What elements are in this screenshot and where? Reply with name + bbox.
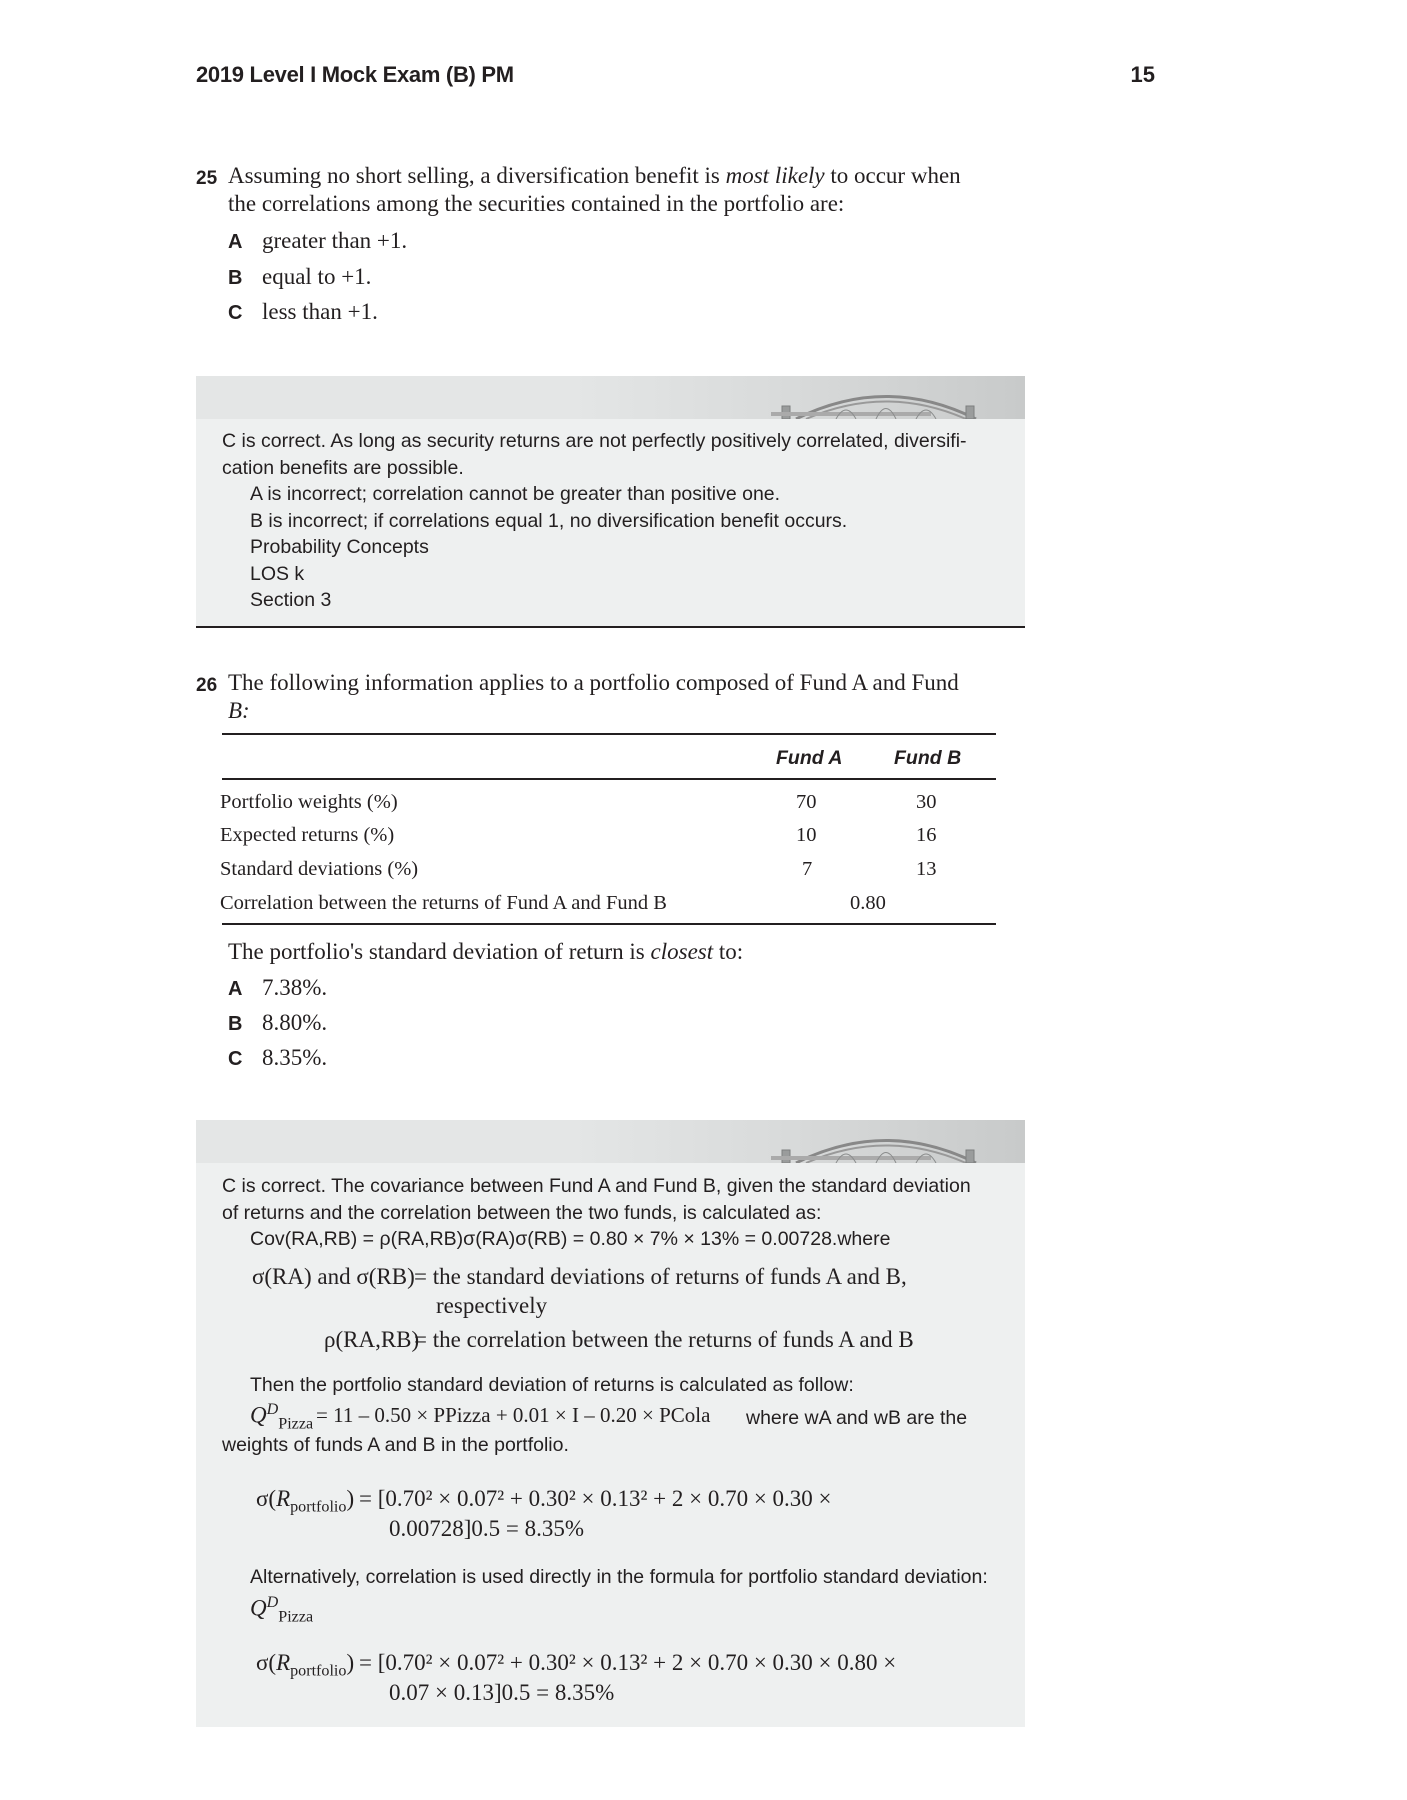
question-emphasis: closest <box>650 939 714 964</box>
definition-text: respectively <box>436 1293 548 1318</box>
table-rule <box>222 923 996 925</box>
option-text: 7.38%. <box>262 975 328 1000</box>
answer-box-banner <box>196 376 1025 419</box>
answer-note-a: A is incorrect; correlation cannot be greater than positive one. <box>250 483 781 505</box>
option-letter: B <box>228 1013 243 1035</box>
answer-box <box>196 376 1025 626</box>
question-text-part: The portfolio's standard deviation of return is <box>228 939 651 964</box>
option-letter: B <box>228 267 243 289</box>
bridge-illustration-icon <box>196 376 1025 419</box>
answer-explanation: where wA and wB are the <box>746 1407 968 1429</box>
table-cell: 7 <box>802 858 813 880</box>
stem-text: to occur when <box>824 163 961 188</box>
stem-text: B: <box>228 698 250 723</box>
table-row-label: Correlation between the returns of Fund A and Fund B <box>220 892 667 914</box>
option-text: 8.80%. <box>262 1010 328 1035</box>
question-number: 26 <box>196 675 218 696</box>
option-text: 8.35%. <box>262 1045 328 1070</box>
question-stem <box>228 162 1028 218</box>
table-cell: 30 <box>916 791 937 813</box>
option-letter: A <box>228 231 243 253</box>
column-header-fund-b: Fund B <box>894 747 962 769</box>
question-stem <box>228 669 1028 725</box>
answer-box <box>196 1120 1025 1727</box>
table-row-label: Standard deviations (%) <box>220 858 419 880</box>
bridge-illustration-icon <box>196 1120 1025 1163</box>
definition-term: σ(RA) and σ(RB) <box>252 1264 415 1289</box>
option-letter: C <box>228 302 243 324</box>
definition-term: ρ(RA,RB) <box>324 1327 420 1352</box>
topic: Probability Concepts <box>250 536 429 558</box>
definition-text: = the standard deviations of returns of funds A and B, <box>414 1264 907 1289</box>
demand-symbol: $Q^D_{Pizza}$ <box>250 1594 314 1626</box>
stem-text: The following information applies to a portfolio composed of Fund A and Fund <box>228 670 959 695</box>
stem-text: Assuming no short selling, a diversification benefit is <box>228 163 726 188</box>
portfolio-sd-formula: 0.00728]0.5 = 8.35% <box>389 1516 585 1541</box>
portfolio-sd-formula: = [0.70² × 0.07² + 0.30² × 0.13² + 2 × 0.70 × 0.30 × 0.80 × <box>359 1650 897 1675</box>
table-cell: 10 <box>796 824 817 846</box>
question-text-part: to: <box>713 939 744 964</box>
table-row-label: Portfolio weights (%) <box>220 791 398 813</box>
table-cell: 0.80 <box>850 892 886 914</box>
demand-equation: = 11 – 0.50 × PPizza + 0.01 × I – 0.20 × PCola <box>316 1403 711 1427</box>
option-letter: A <box>228 978 243 1000</box>
page-number: 15 <box>1130 62 1155 87</box>
answer-explanation: C is correct. The covariance between Fund A and Fund B, given the standard deviation <box>222 1175 971 1197</box>
option-text: less than +1. <box>262 299 378 324</box>
answer-explanation: weights of funds A and B in the portfolio. <box>222 1434 569 1456</box>
table-row-label: Expected returns (%) <box>220 824 395 846</box>
option-letter: C <box>228 1048 243 1070</box>
answer-note-b: B is incorrect; if correlations equal 1, no diversification benefit occurs. <box>250 509 848 532</box>
table-cell: 13 <box>916 858 937 880</box>
demand-symbol: $Q^D_{Pizza}$ <box>250 1401 314 1433</box>
table-rule <box>222 733 996 735</box>
answer-box-banner <box>196 1120 1025 1163</box>
column-header-fund-a: Fund A <box>776 747 843 769</box>
answer-explanation: cation benefits are possible. <box>222 456 464 479</box>
divider <box>196 626 1025 628</box>
covariance-formula: Cov(RA,RB) = ρ(RA,RB)σ(RA)σ(RB) = 0.80 × 7% × 13% = 0.00728.where <box>250 1228 891 1250</box>
option-text: equal to +1. <box>262 264 372 289</box>
portfolio-sd-symbol: $\sigma(R_{portfolio})$ <box>256 1650 355 1680</box>
answer-explanation: of returns and the correlation between the two funds, is calculated as: <box>222 1201 822 1224</box>
portfolio-sd-formula: 0.07 × 0.13]0.5 = 8.35% <box>389 1680 615 1705</box>
section: Section 3 <box>250 589 332 611</box>
answer-explanation: Then the portfolio standard deviation of returns is calculated as follow: <box>250 1374 854 1396</box>
portfolio-sd-symbol: $\sigma(R_{portfolio})$ <box>256 1486 355 1516</box>
stem-emphasis: most likely <box>725 163 825 188</box>
option-text: greater than +1. <box>262 228 408 253</box>
portfolio-sd-formula: = [0.70² × 0.07² + 0.30² × 0.13² + 2 × 0.70 × 0.30 × <box>359 1486 832 1511</box>
answer-explanation: C is correct. As long as security returns are not perfectly positively correlated, diversifi- <box>222 430 967 452</box>
stem-text: the correlations among the securities contained in the portfolio are: <box>228 191 845 216</box>
question-text <box>228 938 743 966</box>
exam-title: 2019 Level I Mock Exam (B) PM <box>196 62 514 87</box>
table-rule <box>222 778 996 780</box>
los: LOS k <box>250 562 305 585</box>
table-cell: 70 <box>796 791 817 813</box>
question-number: 25 <box>196 168 218 189</box>
table-cell: 16 <box>916 824 937 846</box>
answer-explanation: Alternatively, correlation is used directly in the formula for portfolio standard deviation: <box>250 1566 988 1588</box>
definition-text: = the correlation between the returns of funds A and B <box>414 1327 914 1352</box>
